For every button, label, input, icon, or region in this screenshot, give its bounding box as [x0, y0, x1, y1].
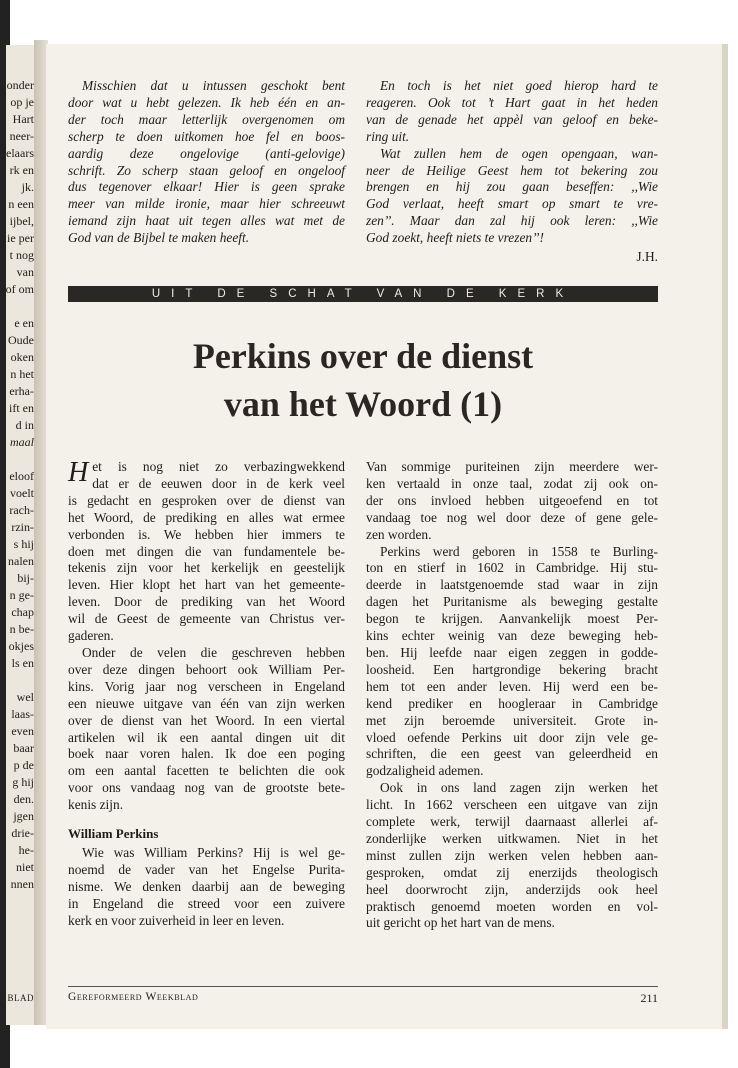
text-line: God verlaat, heeft smart op smart te vre-: [366, 196, 658, 212]
text-line: tekenis zijn voor het kerkelijk en geestelijk: [68, 560, 345, 576]
article-title-line-2: van het Woord (1): [223, 384, 503, 424]
fragment-line: voelt: [10, 486, 34, 500]
text-line: van de genade het appèl van geloof en beke-: [366, 111, 658, 127]
fragment-line: den.: [13, 792, 34, 806]
text-line: Ook in ons land zagen zijn werken het: [380, 780, 658, 796]
text-line: ring uit.: [366, 128, 410, 144]
fragment-line: n het: [10, 367, 34, 381]
text-line: leven. Hier klopt het hart van het gemeente-: [68, 577, 345, 593]
text-line: brengen en hij zou gaan beseffen: ,,Wie: [366, 179, 658, 195]
text-line: Perkins werd geboren in 1558 te Burling-: [380, 543, 658, 559]
article-column-left: [68, 459, 345, 929]
text-line: God zoekt, heeft niets te vrezen’’!: [366, 230, 544, 246]
page-edge-right: [722, 44, 728, 1029]
fragment-line: p de: [13, 758, 34, 772]
left-page-footer-fragment: BLAD: [7, 993, 34, 1003]
left-facing-page: [6, 45, 36, 1025]
article-title: [68, 332, 658, 428]
fragment-line: Oude: [8, 333, 34, 347]
text-line: over deze dingen behoort ook William Per-: [68, 661, 345, 677]
text-line: wil de Geest de gemeente van Christus ver-: [68, 611, 345, 627]
fragment-line: ijbel,: [9, 214, 34, 228]
fragment-line: rk en: [9, 163, 34, 177]
fragment-line: n een: [8, 197, 34, 211]
fragment-line: g hij: [12, 775, 34, 789]
text-line: leven. Door de prediking van het Woord: [68, 594, 345, 610]
fragment-line: jgen: [13, 809, 34, 823]
fragment-line: jk.: [21, 180, 34, 194]
text-line: boek naar voren halen. Ik doe een poging: [68, 746, 345, 762]
page-number: 211: [640, 991, 658, 1005]
fragment-line: ie per: [7, 231, 34, 245]
text-line: zen’’. Maar dan zal hij ook leren: ,,Wie: [366, 213, 658, 229]
text-line: hem tot een ander leven. Hij werd een be-: [366, 678, 658, 694]
text-line: schrift. Zo scherp staan geloof en ongeloof: [68, 162, 345, 178]
fragment-line: nalen: [8, 554, 34, 568]
text-line: met zijn beroemde universiteit. Grote in-: [366, 712, 658, 728]
fragment-line: n be-: [9, 622, 34, 636]
text-line: heel doorwrocht zijn, anderzijds ook heel: [366, 881, 658, 897]
fragment-line: [6, 451, 34, 468]
text-line: Van sommige puriteinen zijn meerdere wer-: [366, 459, 658, 474]
text-line: om een aantal facetten te belichten die ook: [68, 763, 345, 779]
text-line: scherp te doen uitkomen hoe fel en boos-: [68, 128, 345, 144]
footer-publication: Gereformeerd Weekblad: [68, 991, 199, 1003]
text-line: zen worden.: [366, 526, 432, 542]
fragment-line: drie-: [11, 826, 34, 840]
text-line: het Woord, de prediking en alles wat ermee: [68, 509, 345, 525]
fragment-line: he-: [18, 843, 34, 857]
text-line: kend prediker en hoogleraar in Cambridge: [366, 695, 658, 711]
text-line: schriften, die een geest van geleerdheid en: [366, 746, 658, 762]
fragment-line: maal: [10, 435, 34, 449]
article-column-right: [366, 459, 658, 932]
fragment-line: s hij: [13, 537, 34, 551]
fragment-line: laas-: [11, 707, 34, 721]
text-line: deerde in laatstgenoemde stad waar in zijn: [366, 577, 658, 593]
text-line: door wat u hebt gelezen. Ik heb één en an-: [68, 94, 345, 110]
text-line: Onder de velen die geschreven hebben: [82, 644, 345, 660]
text-line: gaderen.: [68, 628, 114, 644]
text-line: complete werk, terwijl daarnaast allerlei af-: [366, 814, 658, 830]
text-line: doen met dingen die van fundamentele be-: [68, 543, 345, 559]
fragment-line: d in: [15, 418, 34, 432]
fragment-line: n ge-: [9, 588, 34, 602]
fragment-line: van: [16, 265, 34, 279]
paragraph-perkins-intro: [68, 645, 345, 814]
fragment-line: eloof: [9, 469, 34, 483]
text-line: kerk en voor zuiverheid in leer en leven.: [68, 912, 285, 928]
text-line: kins echter weinig van deze beweging heb-: [366, 628, 658, 644]
text-line: kins. Vorig jaar nog verscheen in Engeland: [68, 678, 345, 694]
fragment-line: [6, 298, 34, 315]
text-line: et is nog niet zo verbazingwekkend: [92, 459, 345, 474]
fragment-line: rzin-: [11, 520, 34, 534]
text-line: meer van milde ironie, maar hier schreeuwt: [68, 196, 345, 212]
text-line: ton en stierf in 1602 in Cambridge. Hij stu-: [366, 560, 658, 576]
text-line: artikelen wil ik een aantal dingen uit dit: [68, 729, 345, 745]
text-line: verbonden is. We hebben hier immers te: [68, 526, 345, 542]
fragment-line: nnen: [10, 877, 34, 891]
text-line: praktisch genoemd moeten worden en vol-: [366, 898, 658, 914]
text-line: der ons invloed hebben uitgeoefend en tot: [366, 492, 658, 508]
fragment-line: Hart: [12, 112, 34, 126]
text-line: kenis zijn.: [68, 797, 124, 813]
article-title-line-1: Perkins over de dienst: [192, 336, 534, 376]
text-line: dus tegenover elkaar! Hier is geen sprake: [68, 179, 345, 195]
text-line: nisme. We denken daarbij aan de beweging: [68, 878, 345, 894]
paragraph-puritans: [366, 459, 658, 544]
fragment-line: of om: [6, 282, 34, 296]
text-line: der toch maar letterlijk overgenomen om: [68, 111, 345, 127]
fragment-line: t nog: [9, 248, 34, 262]
text-line: over de dienst van het Woord. In een viertal: [68, 712, 345, 728]
fragment-line: wel: [16, 690, 34, 704]
text-line: voor ons vandaag nog van de grootste bete-: [68, 780, 345, 796]
intro-right-text: [366, 78, 658, 247]
fragment-line: rach-: [9, 503, 34, 517]
footer-rule: [68, 986, 658, 987]
text-line: ben. Hij leefde naar eigen zeggen in godde-: [366, 644, 658, 660]
text-line: een nieuwe uitgave van één van zijn werken: [68, 695, 345, 711]
fragment-line: okjes: [8, 639, 34, 653]
fragment-line: elaars: [6, 146, 34, 160]
paragraph-works: [366, 780, 658, 932]
text-line: uit gericht op het hart van de mens.: [366, 915, 555, 931]
paragraph-intro: [68, 459, 345, 645]
paragraph-who-was-perkins: [68, 845, 345, 930]
text-line: God van de Bijbel te maken heeft.: [68, 230, 250, 246]
fragment-line: ls en: [11, 656, 34, 670]
fragment-line: ift en: [9, 401, 34, 415]
drop-cap: H: [68, 457, 89, 488]
text-line: Misschien dat u intussen geschokt bent: [82, 78, 345, 93]
text-line: En toch is het niet goed hierop hard te: [380, 78, 658, 93]
fragment-line: oken: [10, 350, 34, 364]
author-signature: J.H.: [636, 249, 658, 265]
subheading: William Perkins: [68, 826, 159, 842]
text-line: Wat zullen hem de ogen opengaan, wan-: [380, 145, 658, 161]
intro-column-left: [68, 78, 345, 247]
text-line: iemand zijn haat uit tegen alles wat met de: [68, 213, 345, 229]
intro-column-right: [366, 78, 658, 266]
text-line: minst zullen zijn werken velen hebben aan-: [366, 847, 658, 863]
text-line: is gedacht en gesproken over de dienst van: [68, 492, 345, 508]
text-line: aardig deze ongelovige (anti-gelovige): [68, 145, 345, 161]
text-line: neer de Heilige Geest hem tot bekering zou: [366, 162, 658, 178]
text-line: zonderlijke werken uitkwamen. Niet in het: [366, 830, 658, 846]
text-line: licht. In 1662 verscheen een uitgave van zijn: [366, 797, 658, 813]
text-line: noemd de vader van het Engelse Purita-: [68, 861, 345, 877]
text-line: godzaligheid ademen.: [366, 763, 484, 779]
text-line: vandaag toe nog wel door deze of gene gele-: [366, 509, 658, 525]
text-line: gesproken, omdat zij enerzijds theologisch: [366, 864, 658, 880]
fragment-line: e en: [14, 316, 34, 330]
text-line: loosheid. Een hartgrondige bekering bracht: [366, 661, 658, 677]
paragraph-biography: [366, 544, 658, 781]
fragment-line: erha-: [9, 384, 34, 398]
left-page-fragments: [6, 77, 34, 893]
text-line: ken vertaald in onze taal, zodat zij ook on-: [366, 475, 658, 491]
fragment-line: baar: [13, 741, 34, 755]
fragment-line: [6, 672, 34, 689]
text-line: vloed oefende Perkins uit door zijn vele ge-: [366, 729, 658, 745]
fragment-line: bij-: [17, 571, 34, 585]
fragment-line: op je: [10, 95, 34, 109]
text-line: reageren. Ook tot ’t Hart gaat in het heden: [366, 94, 658, 110]
fragment-line: even: [11, 724, 34, 738]
fragment-line: niet: [16, 860, 34, 874]
fragment-line: onder: [6, 78, 34, 92]
text-line: Wie was William Perkins? Hij is wel ge-: [82, 844, 345, 860]
text-line: dagen het Puritanisme als beweging gestalte: [366, 594, 658, 610]
text-line: begon te krijgen. Aanvankelijk moest Per-: [366, 611, 658, 627]
text-line: in Engeland die streed voor een zuivere: [68, 895, 345, 911]
magazine-page: [46, 44, 724, 1029]
section-banner: UIT DE SCHAT VAN DE KERK: [68, 286, 658, 302]
text-line: dat er de eeuwen door in de kerk veel: [92, 475, 345, 491]
fragment-line: chap: [11, 605, 34, 619]
fragment-line: neer-: [9, 129, 34, 143]
